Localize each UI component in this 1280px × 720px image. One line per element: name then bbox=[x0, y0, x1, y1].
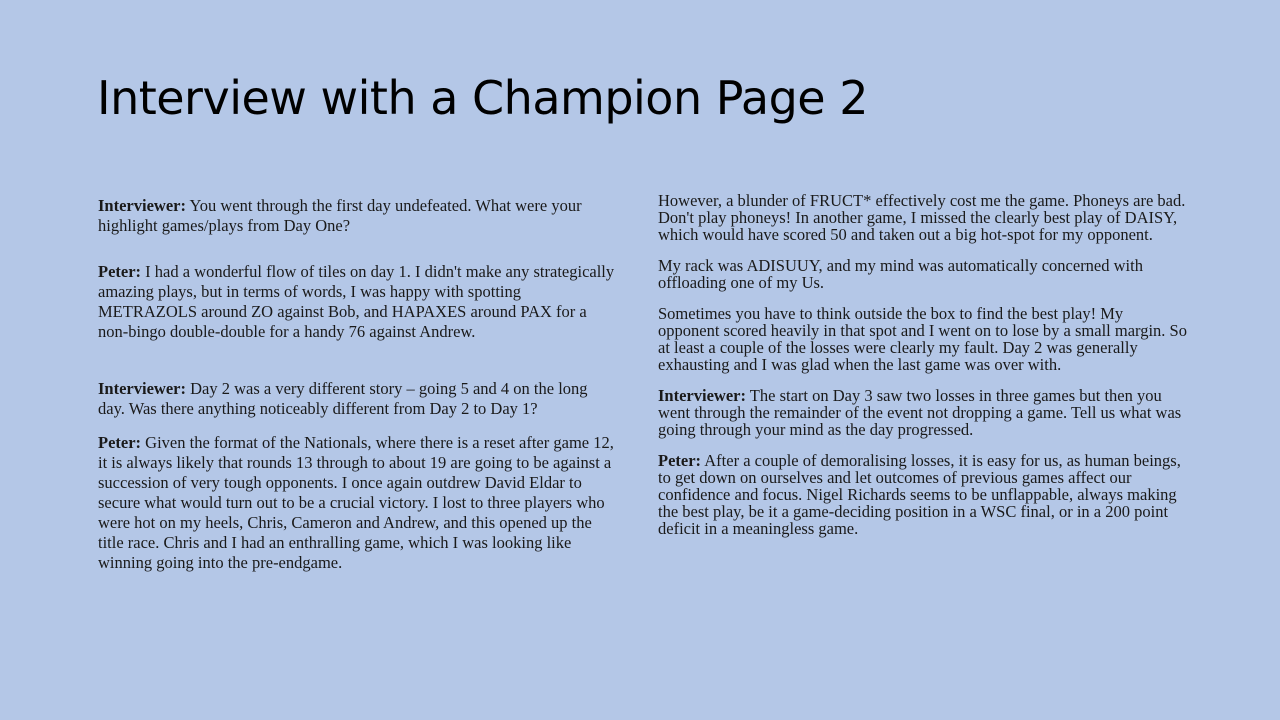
question-day-one bbox=[98, 196, 618, 236]
question-day-two bbox=[98, 379, 618, 419]
answer-text: After a couple of demoralising losses, it is easy for us, as human beings, to get down on ourselves and let outcomes of previous games affect our confidence and focus. Nigel Richards seems to be unflappable, always making the best play, be it a game-deciding position in a WSC final, or in a 200 point deficit in a meaningless game. bbox=[658, 451, 1181, 538]
answer-text: I had a wonderful flow of tiles on day 1. I didn't make any strategically amazing plays, but in terms of words, I was happy with spotting METRAZOLS around ZO against Bob, and HAPAXES around PAX for a non-bingo double-double for a handy 76 against Andrew. bbox=[98, 262, 615, 341]
left-column bbox=[98, 196, 618, 573]
answer-text: Given the format of the Nationals, where there is a reset after game 12, it is always likely that rounds 13 through to about 19 are going to be against a succession of very tough opponents. I once again outdrew David Eldar to secure what would turn out to be a crucial victory. I lost to three players who were hot on my heels, Chris, Cameron and Andrew, and this opened up the title race. Chris and I had an enthralling game, which I was looking like winning going into the pre-endgame. bbox=[98, 433, 614, 572]
question-text: Day 2 was a very different story – going 5 and 4 on the long day. Was there anything noticeably different from Day 2 to Day 1? bbox=[98, 379, 588, 418]
question-day-three bbox=[658, 387, 1188, 438]
paragraph-rack: My rack was ADISUUY, and my mind was automatically concerned with offloading one of my Us. bbox=[658, 256, 1143, 292]
answer-day-three bbox=[658, 452, 1188, 537]
question-text: The start on Day 3 saw two losses in three games but then you went through the remainder of the event not dropping a game. Tell us what was going through your mind as the day progressed. bbox=[658, 386, 1182, 439]
speaker-label: Interviewer: bbox=[98, 379, 186, 398]
speaker-label: Interviewer: bbox=[658, 386, 746, 405]
speaker-label: Peter: bbox=[658, 451, 702, 470]
slide-title: Interview with a Champion Page 2 bbox=[97, 71, 868, 125]
speaker-label: Peter: bbox=[98, 433, 142, 452]
right-column bbox=[658, 192, 1188, 537]
answer-day-two bbox=[98, 433, 618, 573]
speaker-label: Interviewer: bbox=[98, 196, 186, 215]
speaker-label: Peter: bbox=[98, 262, 142, 281]
question-text: You went through the first day undefeated. What were your highlight games/plays from Day One? bbox=[98, 196, 582, 235]
paragraph-fruct-blunder: However, a blunder of FRUCT* effectively cost me the game. Phoneys are bad. Don't play phoneys! In another game, I missed the clearly best play of DAISY, which would have scored 50 and taken out a big hot-spot for my opponent. bbox=[658, 191, 1186, 244]
paragraph-think-outside-box: Sometimes you have to think outside the box to find the best play! My opponent scored heavily in that spot and I went on to lose by a small margin. So at least a couple of the losses were clearly my fault. Day 2 was generally exhausting and I was glad when the last game was over with. bbox=[658, 304, 1187, 374]
answer-day-one bbox=[98, 262, 618, 342]
